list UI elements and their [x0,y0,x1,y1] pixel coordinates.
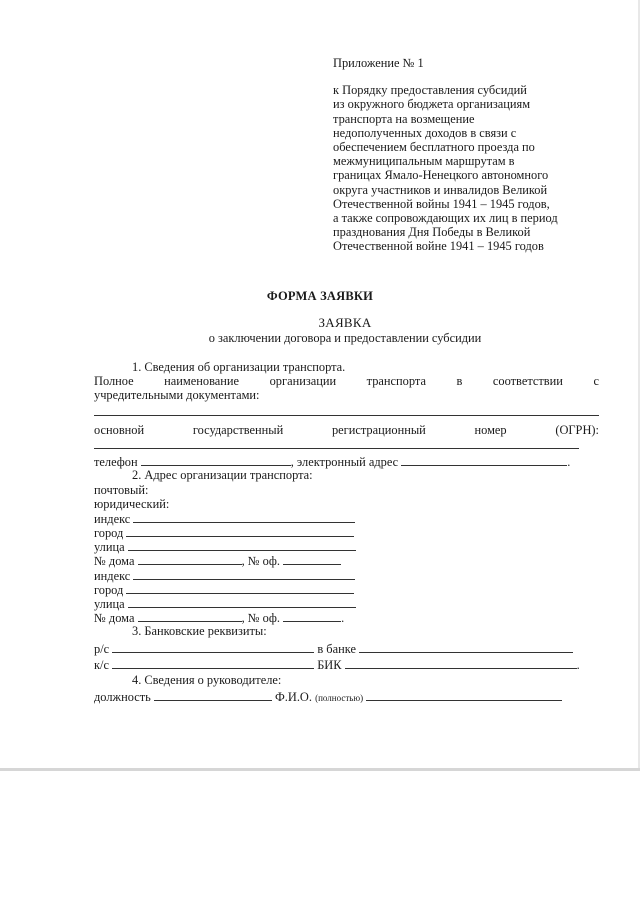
blank-area [0,771,640,905]
house-label: № дома [94,611,135,626]
section1-heading: 1. Сведения об организации транспорта. [132,360,346,374]
rs-row [94,641,599,655]
form-body [94,360,599,703]
label-word: государственный [192,422,284,437]
postal-house-row [94,610,599,624]
city-label: город [94,526,124,541]
appendix-line: границах Ямало-Ненецкого автономного [333,168,549,183]
postal-index-row [94,568,599,582]
appendix-number: Приложение № 1 [333,56,424,70]
appendix-line: Отечественной войны 1941 – 1945 годов, [333,196,550,211]
fio-field[interactable] [366,689,562,701]
application-subtitle: о заключении договора и предоставлении субсидии [208,331,482,345]
street-field[interactable] [128,596,356,608]
city-field[interactable] [126,525,354,537]
street-field[interactable] [128,539,356,551]
postal-label: почтовый: [94,482,149,497]
rs-field[interactable] [112,641,314,653]
city-label: город [94,582,124,597]
director-row [94,689,599,703]
bik-field[interactable] [345,657,577,669]
label-word: с [593,374,599,389]
section2-heading: 2. Адрес организации транспорта: [132,468,313,483]
house-field[interactable] [138,553,242,565]
org-name-label [94,374,599,388]
ks-label: к/с [94,657,109,672]
phone-label: телефон [94,455,138,470]
appendix-line: обеспечением бесплатного проезда по [333,140,535,155]
position-label: должность [94,690,151,705]
appendix-block [333,56,623,254]
appendix-line: транспорта на возмещение [333,111,475,126]
label-word: основной [94,422,145,437]
house-field[interactable] [138,610,242,622]
appendix-line: а также сопровождающих их лиц в период [333,211,558,226]
fio-label: Ф.И.О. [275,690,312,705]
label-word: транспорта [366,374,426,389]
label-word: соответствии [492,374,563,389]
index-label: индекс [94,511,131,526]
legal-index-row [94,511,599,525]
legal-city-row [94,525,599,539]
label-word: номер [474,422,507,437]
punctuation: . [341,611,345,626]
label-word: (ОГРН): [555,422,599,437]
appendix-line: недополученных доходов в связи с [333,125,517,140]
position-field[interactable] [154,689,272,701]
bik-label: БИК [317,657,342,672]
appendix-line: к Порядку предоставления субсидий [333,83,527,98]
office-field[interactable] [283,553,341,565]
email-label: , электронный адрес [290,455,399,470]
label-word: организации [269,374,337,389]
section4-heading: 4. Сведения о руководителе: [132,672,282,687]
appendix-line: межмуниципальным маршрутам в [333,154,515,169]
legal-street-row [94,539,599,553]
appendix-line: празднования Дня Победы в Великой [333,225,531,240]
application-title: ЗАЯВКА [318,315,372,330]
legal-label: юридический: [94,496,170,511]
index-field[interactable] [133,568,355,580]
bank-label: в банке [317,641,356,656]
punctuation: . [576,657,580,672]
office-field[interactable] [283,610,341,622]
label-word: наименование [164,374,240,389]
appendix-line: округа участников и инвалидов Великой [333,182,548,197]
postal-street-row [94,596,599,610]
index-label: индекс [94,568,131,583]
postal-city-row [94,582,599,596]
legal-house-row [94,553,599,567]
city-field[interactable] [126,582,354,594]
ogrn-label [94,423,599,437]
fio-note: (полностью) [315,693,364,704]
org-name-field[interactable] [94,405,599,419]
section3-heading: 3. Банковские реквизиты: [132,624,267,639]
label-word: регистрационный [331,422,426,437]
email-field[interactable] [401,454,567,466]
form-title: ФОРМА ЗАЯВКИ [266,289,374,303]
bank-field[interactable] [359,641,573,653]
house-label: № дома [94,554,135,569]
index-field[interactable] [133,511,355,523]
label-word: в [456,374,463,389]
ks-field[interactable] [112,657,314,669]
office-label: , № оф. [241,554,280,569]
label-word: Полное [94,374,134,389]
street-label: улица [94,597,125,611]
office-label: , № оф. [241,611,280,626]
phone-field[interactable] [141,454,291,466]
appendix-line: Отечественной войне 1941 – 1945 годов [333,239,544,254]
rs-label: р/с [94,641,110,656]
appendix-line: из окружного бюджета организациям [333,97,531,112]
street-label: улица [94,540,125,555]
ks-row [94,657,599,671]
punctuation: . [567,455,571,470]
org-name-label-tail: учредительными документами: [94,388,260,403]
ogrn-field[interactable] [94,438,599,452]
phone-email-row [94,454,599,468]
